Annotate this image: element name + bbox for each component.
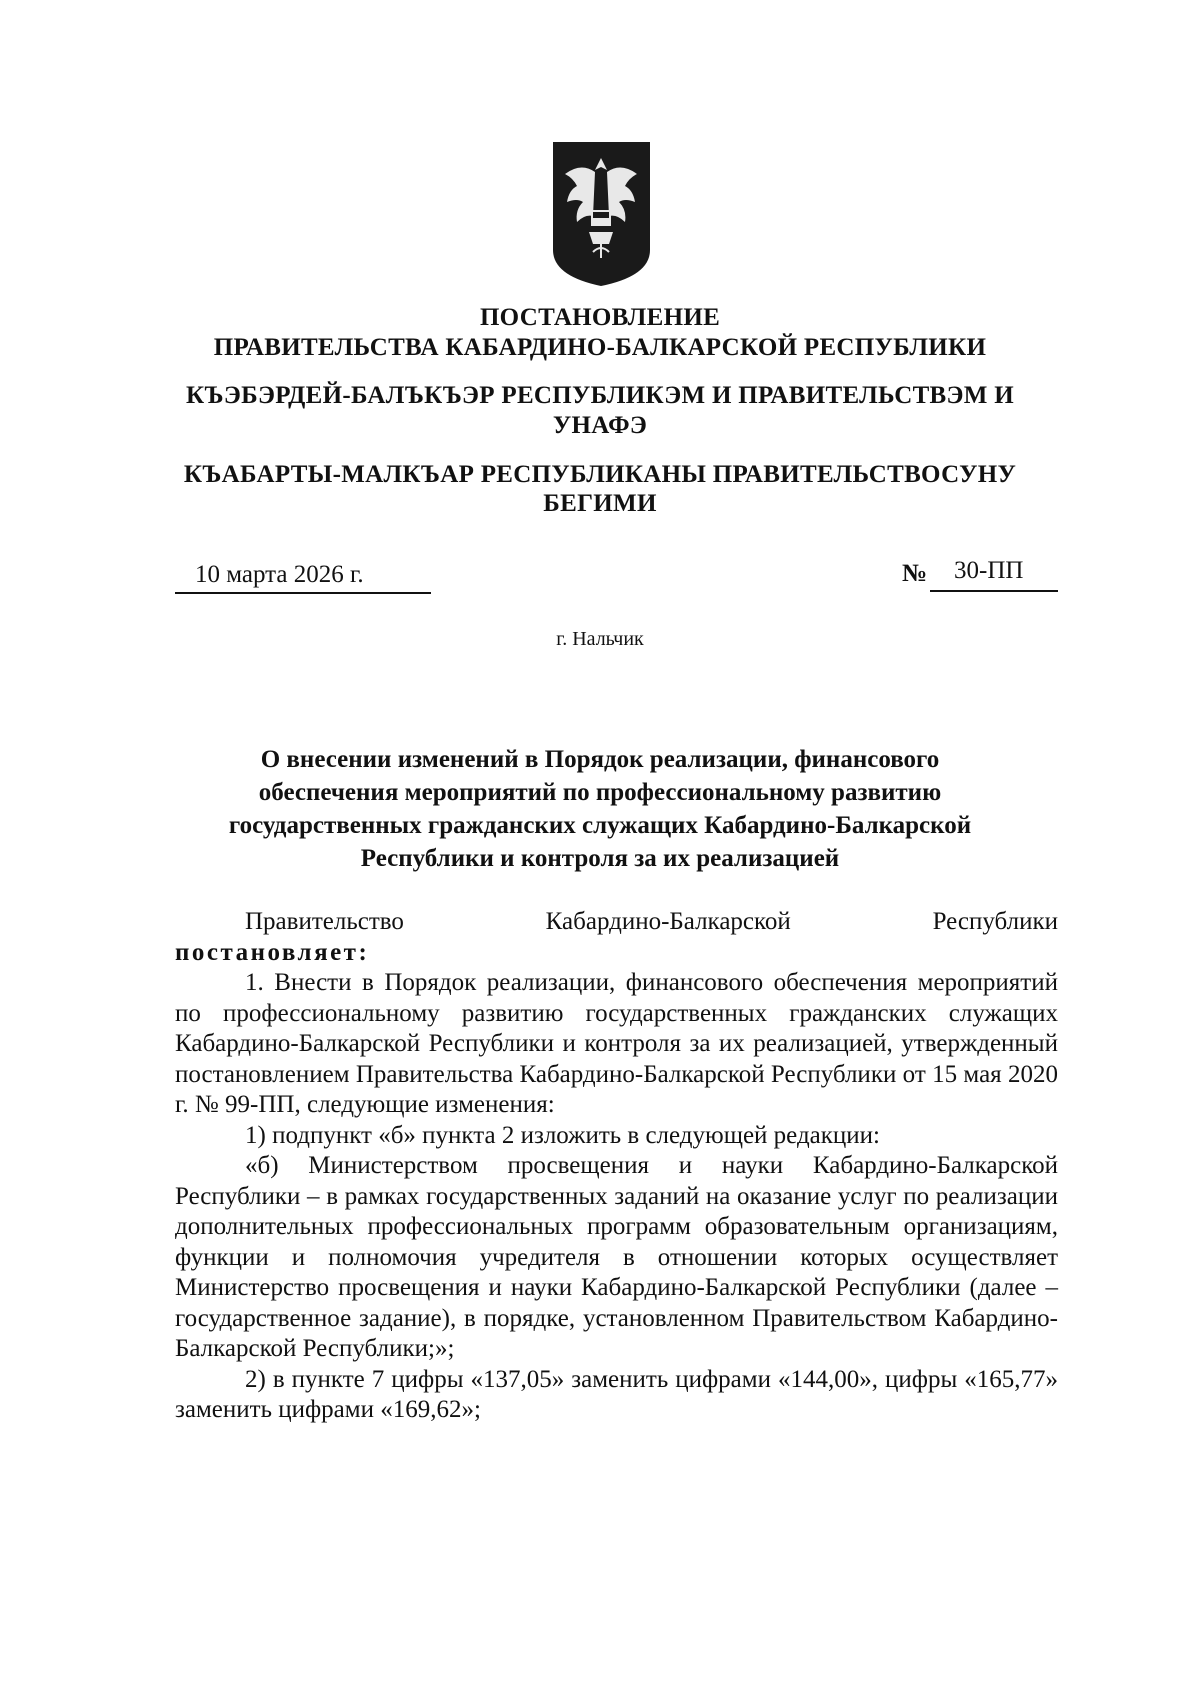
- header-kabardian-line: КЪЭБЭРДЕЙ-БАЛЪКЪЭР РЕСПУБЛИКЭМ И ПРАВИТЕЛЬСТВЭМ И: [186, 382, 1014, 409]
- subitem-1-text: «б) Министерством просвещения и науки Кабардино-Балкарской Республики – в рамках государственных заданий на оказание услуг по реализации дополнительных профессиональных программ образовательным организациям, функции и полномочия учредителя в отношении которых осуществляет Министерство просвещения и науки Кабардино-Балкарской Республики (далее – государственное задание), в порядке, установленном Правительством Кабардино-Балкарской Республики;»;: [175, 1152, 1058, 1362]
- title-line: государственных гражданских служащих Кабардино-Балкарской: [228, 812, 972, 839]
- header-title: ПОСТАНОВЛЕНИЕ: [479, 304, 721, 331]
- coat-of-arms-icon: [551, 140, 652, 288]
- subitem-1: 1) подпункт «б» пункта 2 изложить в следующей редакции:: [245, 1121, 880, 1149]
- preamble: Правительство Кабардино-Балкарской Республики: [245, 908, 1058, 935]
- decree-word: постановляет:: [175, 938, 370, 966]
- header-karachay-line: КЪАБАРТЫ-МАЛКЪАР РЕСПУБЛИКАНЫ ПРАВИТЕЛЬСТВОСУНУ: [183, 461, 1017, 488]
- date-value: 10 марта 2026 г.: [195, 561, 364, 588]
- subitem-2: 2) в пункте 7 цифры «137,05» заменить цифрами «144,00», цифры «165,77» заменить цифрами «169,62»;: [175, 1365, 1058, 1423]
- document-title: [0, 743, 1200, 875]
- document-body: [175, 907, 1058, 1426]
- title-line: обеспечения мероприятий по профессиональному развитию: [258, 779, 942, 806]
- city: г. Нальчик: [556, 628, 644, 650]
- header-government: ПРАВИТЕЛЬСТВА КАБАРДИНО-БАЛКАРСКОЙ РЕСПУБЛИКИ: [213, 334, 987, 361]
- header-karachay-line-2: БЕГИМИ: [543, 490, 657, 517]
- item-1: 1. Внести в Порядок реализации, финансового обеспечения мероприятий по профессиональному развитию государственных гражданских служащих Кабардино-Балкарской Республики и контроля за их реализацией, утвержденный постановлением Правительства Кабардино-Балкарской Республики от 15 мая 2020 г. № 99-ПП, следующие изменения:: [175, 969, 1058, 1118]
- number-field: [930, 555, 1058, 592]
- date-field: [175, 557, 431, 594]
- header-kabardian-line-2: УНАФЭ: [552, 412, 648, 439]
- title-line: Республики и контроля за их реализацией: [360, 845, 840, 872]
- number-sign: №: [902, 560, 928, 587]
- title-line: О внесении изменений в Порядок реализации, финансового: [260, 746, 940, 773]
- number-value: 30-ПП: [954, 557, 1024, 584]
